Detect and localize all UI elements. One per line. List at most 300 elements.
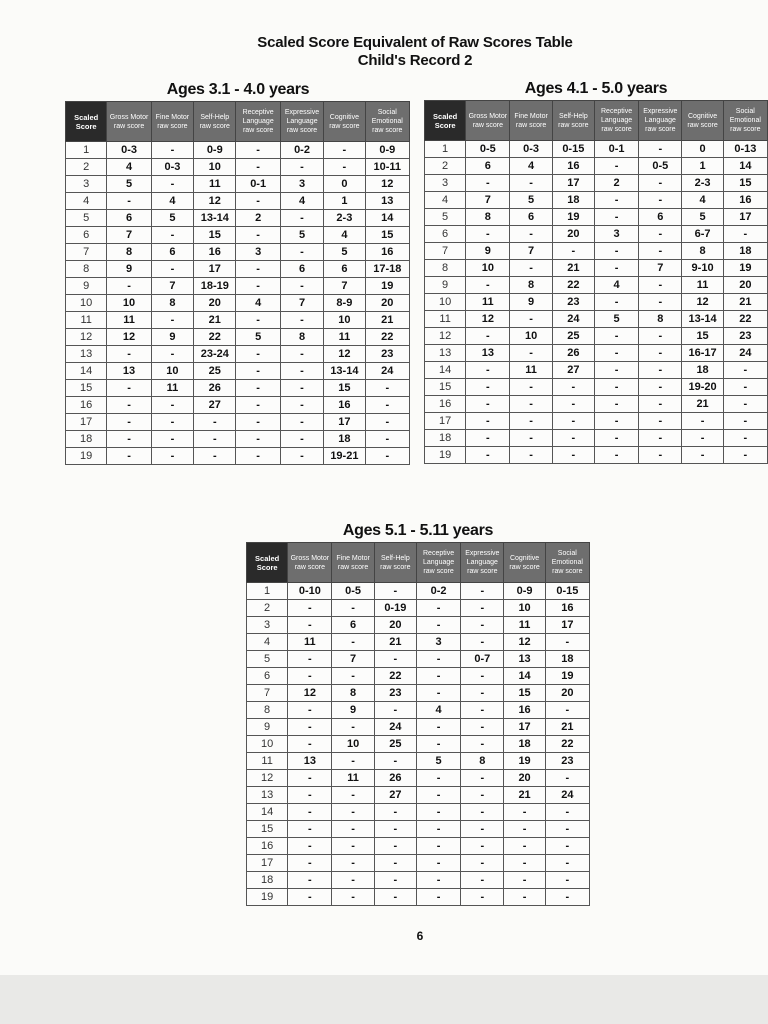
raw-score-cell: - (466, 413, 510, 430)
scaled-score-cell: 10 (66, 295, 107, 312)
raw-score-cell: - (236, 397, 280, 414)
table-row (247, 719, 590, 736)
column-header: Gross Motor raw score (466, 101, 510, 141)
raw-score-cell: - (594, 192, 638, 209)
table-row (247, 702, 590, 719)
raw-score-cell: 13 (504, 651, 545, 668)
scaled-score-cell: 7 (425, 243, 466, 260)
scaled-score-cell: 2 (247, 600, 288, 617)
raw-score-cell: - (236, 448, 280, 465)
raw-score-cell: 12 (107, 329, 151, 346)
raw-score-cell: 14 (504, 668, 545, 685)
raw-score-cell: - (332, 634, 374, 651)
scaled-score-cell: 14 (247, 804, 288, 821)
table-row (66, 193, 410, 210)
raw-score-cell: - (639, 141, 682, 158)
raw-score-cell: 27 (194, 397, 236, 414)
raw-score-cell: 1 (324, 193, 365, 210)
column-header: Receptive Language raw score (416, 543, 460, 583)
raw-score-cell: - (594, 413, 638, 430)
raw-score-cell: - (374, 753, 416, 770)
raw-score-cell: - (510, 396, 552, 413)
raw-score-cell: 10 (332, 736, 374, 753)
column-header: Expressive Language raw score (461, 543, 504, 583)
raw-score-cell: - (194, 448, 236, 465)
raw-score-cell: 0-2 (280, 142, 323, 159)
raw-score-cell: 0-13 (723, 141, 767, 158)
raw-score-cell: - (466, 175, 510, 192)
raw-score-cell: 9 (466, 243, 510, 260)
raw-score-cell: - (510, 226, 552, 243)
raw-score-cell: 1 (682, 158, 723, 175)
raw-score-cell: - (236, 363, 280, 380)
column-header: Scaled Score (66, 102, 107, 142)
raw-score-cell: - (466, 226, 510, 243)
raw-score-cell: - (332, 872, 374, 889)
raw-score-cell: - (151, 397, 193, 414)
scaled-score-cell: 18 (247, 872, 288, 889)
raw-score-cell: - (545, 872, 589, 889)
column-header: Receptive Language raw score (236, 102, 280, 142)
raw-score-cell: 12 (504, 634, 545, 651)
table-row (247, 651, 590, 668)
raw-score-cell: - (288, 668, 332, 685)
scaled-score-cell: 10 (425, 294, 466, 311)
table-title-ages-5-1-5-11: Ages 5.1 - 5.11 years (342, 522, 494, 539)
raw-score-cell: 15 (723, 175, 767, 192)
raw-score-cell: 18-19 (194, 278, 236, 295)
column-header: Scaled Score (425, 101, 466, 141)
scaled-score-cell: 6 (425, 226, 466, 243)
raw-score-cell: 16 (723, 192, 767, 209)
raw-score-cell: 25 (552, 328, 594, 345)
raw-score-cell: - (151, 431, 193, 448)
raw-score-cell: - (107, 193, 151, 210)
raw-score-cell: 15 (682, 328, 723, 345)
raw-score-cell: - (194, 431, 236, 448)
scaled-score-cell: 14 (425, 362, 466, 379)
raw-score-cell: - (236, 142, 280, 159)
raw-score-cell: 4 (594, 277, 638, 294)
raw-score-cell: - (594, 345, 638, 362)
table-title-ages-4-1-5-0: Ages 4.1 - 5.0 years (524, 80, 668, 97)
scaled-score-cell: 11 (247, 753, 288, 770)
raw-score-cell: - (594, 379, 638, 396)
raw-score-cell: - (365, 380, 409, 397)
raw-score-cell: - (682, 447, 723, 464)
raw-score-cell: 7 (324, 278, 365, 295)
raw-score-cell: 7 (107, 227, 151, 244)
scan-background (0, 975, 768, 1024)
raw-score-cell: 17 (194, 261, 236, 278)
raw-score-cell: 16 (365, 244, 409, 261)
raw-score-cell: - (416, 804, 460, 821)
raw-score-cell: - (107, 278, 151, 295)
raw-score-cell: - (236, 227, 280, 244)
table-row (66, 176, 410, 193)
table-row (247, 600, 590, 617)
raw-score-cell: 4 (151, 193, 193, 210)
raw-score-cell: 11 (324, 329, 365, 346)
raw-score-cell: 21 (374, 634, 416, 651)
raw-score-cell: - (723, 447, 767, 464)
raw-score-cell: 7 (466, 192, 510, 209)
raw-score-cell: 18 (324, 431, 365, 448)
raw-score-cell: - (151, 142, 193, 159)
raw-score-cell: - (288, 889, 332, 906)
raw-score-cell: 22 (545, 736, 589, 753)
scaled-score-cell: 15 (66, 380, 107, 397)
raw-score-cell: 3 (280, 176, 323, 193)
raw-score-cell: - (280, 448, 323, 465)
raw-score-cell: 12 (466, 311, 510, 328)
raw-score-cell: 8-9 (324, 295, 365, 312)
raw-score-cell: 9 (107, 261, 151, 278)
raw-score-cell: - (461, 685, 504, 702)
raw-score-cell: 26 (552, 345, 594, 362)
raw-score-cell: - (151, 312, 193, 329)
scaled-score-cell: 16 (66, 397, 107, 414)
raw-score-cell: - (466, 277, 510, 294)
table-row (425, 277, 768, 294)
raw-score-cell: - (682, 430, 723, 447)
raw-score-cell: 24 (723, 345, 767, 362)
raw-score-cell: 4 (280, 193, 323, 210)
raw-score-cell: - (639, 243, 682, 260)
raw-score-cell: - (374, 872, 416, 889)
column-header: Social Emotional raw score (545, 543, 589, 583)
raw-score-cell: - (107, 380, 151, 397)
raw-score-cell: - (552, 447, 594, 464)
table-row (247, 736, 590, 753)
raw-score-cell: - (374, 855, 416, 872)
raw-score-cell: 22 (365, 329, 409, 346)
raw-score-cell: 2 (594, 175, 638, 192)
raw-score-cell: - (288, 787, 332, 804)
raw-score-cell: - (288, 617, 332, 634)
raw-score-cell: 5 (324, 244, 365, 261)
raw-score-cell: - (365, 397, 409, 414)
scaled-score-cell: 3 (247, 617, 288, 634)
raw-score-cell: - (416, 855, 460, 872)
raw-score-cell: - (466, 447, 510, 464)
raw-score-cell: 23 (374, 685, 416, 702)
raw-score-cell: 16 (552, 158, 594, 175)
raw-score-cell: - (374, 889, 416, 906)
raw-score-cell: 24 (545, 787, 589, 804)
scaled-score-cell: 6 (247, 668, 288, 685)
raw-score-cell: 12 (324, 346, 365, 363)
scaled-score-cell: 9 (425, 277, 466, 294)
raw-score-cell: - (194, 414, 236, 431)
column-header: Fine Motor raw score (510, 101, 552, 141)
raw-score-cell: 4 (510, 158, 552, 175)
table-row (247, 838, 590, 855)
raw-score-cell: - (416, 838, 460, 855)
scaled-score-cell: 13 (66, 346, 107, 363)
table-row (66, 142, 410, 159)
raw-score-cell: 0-9 (365, 142, 409, 159)
table-row (425, 260, 768, 277)
column-header: Scaled Score (247, 543, 288, 583)
raw-score-cell: - (461, 583, 504, 600)
column-header: Self-Help raw score (552, 101, 594, 141)
raw-score-cell: 19 (552, 209, 594, 226)
raw-score-cell: 21 (723, 294, 767, 311)
raw-score-cell: 16 (504, 702, 545, 719)
raw-score-cell: 9 (151, 329, 193, 346)
raw-score-cell: - (280, 431, 323, 448)
raw-score-cell: 4 (682, 192, 723, 209)
table-row (425, 175, 768, 192)
raw-score-cell: 8 (151, 295, 193, 312)
raw-score-cell: 12 (194, 193, 236, 210)
raw-score-cell: 23 (545, 753, 589, 770)
raw-score-cell: 20 (552, 226, 594, 243)
table-row (66, 329, 410, 346)
scaled-score-cell: 8 (425, 260, 466, 277)
raw-score-cell: - (639, 294, 682, 311)
raw-score-cell: - (504, 821, 545, 838)
table-row (247, 634, 590, 651)
raw-score-cell: - (151, 414, 193, 431)
raw-score-cell: - (332, 719, 374, 736)
raw-score-cell: - (332, 668, 374, 685)
raw-score-cell: 8 (639, 311, 682, 328)
raw-score-cell: 23 (552, 294, 594, 311)
table-row (247, 685, 590, 702)
raw-score-cell: 3 (594, 226, 638, 243)
table-row (66, 278, 410, 295)
raw-score-cell: - (288, 770, 332, 787)
raw-score-cell: - (107, 346, 151, 363)
scaled-score-cell: 7 (66, 244, 107, 261)
score-table-ages-5-1-5-11 (246, 542, 590, 906)
raw-score-cell: 0-2 (416, 583, 460, 600)
scaled-score-cell: 19 (247, 889, 288, 906)
raw-score-cell: - (461, 889, 504, 906)
raw-score-cell: - (280, 210, 323, 227)
column-header: Expressive Language raw score (639, 101, 682, 141)
raw-score-cell: 22 (194, 329, 236, 346)
raw-score-cell: - (236, 193, 280, 210)
raw-score-cell: 11 (466, 294, 510, 311)
raw-score-cell: - (236, 312, 280, 329)
table-row (425, 311, 768, 328)
raw-score-cell: 16 (324, 397, 365, 414)
raw-score-cell: 8 (280, 329, 323, 346)
table-row (247, 787, 590, 804)
raw-score-cell: 7 (639, 260, 682, 277)
scaled-score-cell: 3 (66, 176, 107, 193)
column-header: Cognitive raw score (682, 101, 723, 141)
raw-score-cell: 0-5 (332, 583, 374, 600)
table-row (425, 328, 768, 345)
raw-score-cell: 16 (545, 600, 589, 617)
table-row (66, 210, 410, 227)
raw-score-cell: - (466, 396, 510, 413)
raw-score-cell: - (107, 397, 151, 414)
raw-score-cell: - (365, 431, 409, 448)
score-table-ages-3-1-4-0 (65, 101, 410, 465)
raw-score-cell: 4 (107, 159, 151, 176)
page-title: Scaled Score Equivalent of Raw Scores Table (257, 34, 573, 51)
raw-score-cell: 6 (332, 617, 374, 634)
raw-score-cell: 10 (504, 600, 545, 617)
raw-score-cell: - (461, 787, 504, 804)
raw-score-cell: - (288, 872, 332, 889)
raw-score-cell: - (723, 396, 767, 413)
scaled-score-cell: 4 (425, 192, 466, 209)
scaled-score-cell: 6 (66, 227, 107, 244)
raw-score-cell: - (332, 889, 374, 906)
raw-score-cell: 13-14 (682, 311, 723, 328)
scaled-score-cell: 14 (66, 363, 107, 380)
table-row (247, 668, 590, 685)
raw-score-cell: 22 (374, 668, 416, 685)
raw-score-cell: 5 (280, 227, 323, 244)
table-title-ages-3-1-4-0: Ages 3.1 - 4.0 years (166, 81, 310, 98)
raw-score-cell: - (416, 651, 460, 668)
scaled-score-cell: 1 (425, 141, 466, 158)
raw-score-cell: - (552, 243, 594, 260)
raw-score-cell: 7 (332, 651, 374, 668)
raw-score-cell: - (288, 804, 332, 821)
raw-score-cell: 0-3 (510, 141, 552, 158)
raw-score-cell: - (552, 413, 594, 430)
raw-score-cell: - (639, 345, 682, 362)
raw-score-cell: - (723, 226, 767, 243)
scaled-score-cell: 19 (425, 447, 466, 464)
raw-score-cell: 10 (510, 328, 552, 345)
raw-score-cell: 19-21 (324, 448, 365, 465)
raw-score-cell: - (416, 736, 460, 753)
raw-score-cell: - (288, 855, 332, 872)
scaled-score-cell: 4 (247, 634, 288, 651)
scaled-score-cell: 17 (247, 855, 288, 872)
raw-score-cell: 13 (365, 193, 409, 210)
raw-score-cell: - (552, 430, 594, 447)
raw-score-cell: - (510, 345, 552, 362)
scaled-score-cell: 13 (247, 787, 288, 804)
scaled-score-cell: 8 (66, 261, 107, 278)
raw-score-cell: - (151, 176, 193, 193)
raw-score-cell: 0-5 (639, 158, 682, 175)
raw-score-cell: 4 (324, 227, 365, 244)
raw-score-cell: - (639, 277, 682, 294)
raw-score-cell: 11 (107, 312, 151, 329)
raw-score-cell: 6 (324, 261, 365, 278)
raw-score-cell: 17 (324, 414, 365, 431)
raw-score-cell: - (324, 159, 365, 176)
raw-score-cell: 11 (288, 634, 332, 651)
raw-score-cell: - (552, 396, 594, 413)
raw-score-cell: 2 (236, 210, 280, 227)
scaled-score-cell: 12 (66, 329, 107, 346)
raw-score-cell: - (236, 431, 280, 448)
raw-score-cell: - (374, 583, 416, 600)
raw-score-cell: - (504, 804, 545, 821)
raw-score-cell: 19 (545, 668, 589, 685)
raw-score-cell: - (639, 430, 682, 447)
table-row (247, 804, 590, 821)
table-row (247, 889, 590, 906)
scaled-score-cell: 16 (425, 396, 466, 413)
table-row (66, 261, 410, 278)
raw-score-cell: 12 (682, 294, 723, 311)
raw-score-cell: - (545, 770, 589, 787)
raw-score-cell: - (107, 414, 151, 431)
raw-score-cell: - (151, 261, 193, 278)
table-row (66, 414, 410, 431)
raw-score-cell: 22 (552, 277, 594, 294)
raw-score-cell: - (416, 668, 460, 685)
raw-score-cell: 10 (107, 295, 151, 312)
raw-score-cell: 5 (416, 753, 460, 770)
table-row (425, 345, 768, 362)
table-row (247, 872, 590, 889)
raw-score-cell: 13 (288, 753, 332, 770)
raw-score-cell: - (594, 328, 638, 345)
raw-score-cell: 26 (374, 770, 416, 787)
table-row (66, 346, 410, 363)
raw-score-cell: - (723, 362, 767, 379)
scaled-score-cell: 12 (425, 328, 466, 345)
raw-score-cell: 11 (504, 617, 545, 634)
raw-score-cell: 8 (332, 685, 374, 702)
raw-score-cell: 10 (324, 312, 365, 329)
raw-score-cell: - (365, 414, 409, 431)
raw-score-cell: 17 (545, 617, 589, 634)
raw-score-cell: - (332, 804, 374, 821)
raw-score-cell: - (288, 702, 332, 719)
raw-score-cell: - (461, 770, 504, 787)
column-header: Gross Motor raw score (107, 102, 151, 142)
raw-score-cell: - (504, 889, 545, 906)
raw-score-cell: - (374, 804, 416, 821)
raw-score-cell: 0-3 (151, 159, 193, 176)
raw-score-cell: - (332, 855, 374, 872)
table-row (66, 227, 410, 244)
raw-score-cell: 20 (504, 770, 545, 787)
raw-score-cell: - (288, 600, 332, 617)
raw-score-cell: - (504, 855, 545, 872)
column-header: Self-Help raw score (374, 543, 416, 583)
raw-score-cell: - (594, 396, 638, 413)
raw-score-cell: 10 (151, 363, 193, 380)
table-row (425, 192, 768, 209)
raw-score-cell: 21 (194, 312, 236, 329)
table-row (66, 397, 410, 414)
raw-score-cell: - (288, 719, 332, 736)
raw-score-cell: - (545, 855, 589, 872)
raw-score-cell: - (280, 414, 323, 431)
page-subtitle: Child's Record 2 (357, 52, 473, 69)
raw-score-cell: - (280, 397, 323, 414)
raw-score-cell: - (552, 379, 594, 396)
page-number: 6 (416, 929, 424, 943)
raw-score-cell: 22 (723, 311, 767, 328)
raw-score-cell: - (288, 736, 332, 753)
scaled-score-cell: 5 (66, 210, 107, 227)
raw-score-cell: 18 (545, 651, 589, 668)
raw-score-cell: 0-10 (288, 583, 332, 600)
raw-score-cell: - (416, 787, 460, 804)
raw-score-cell: 12 (365, 176, 409, 193)
raw-score-cell: - (545, 821, 589, 838)
raw-score-cell: - (545, 702, 589, 719)
raw-score-cell: - (510, 260, 552, 277)
